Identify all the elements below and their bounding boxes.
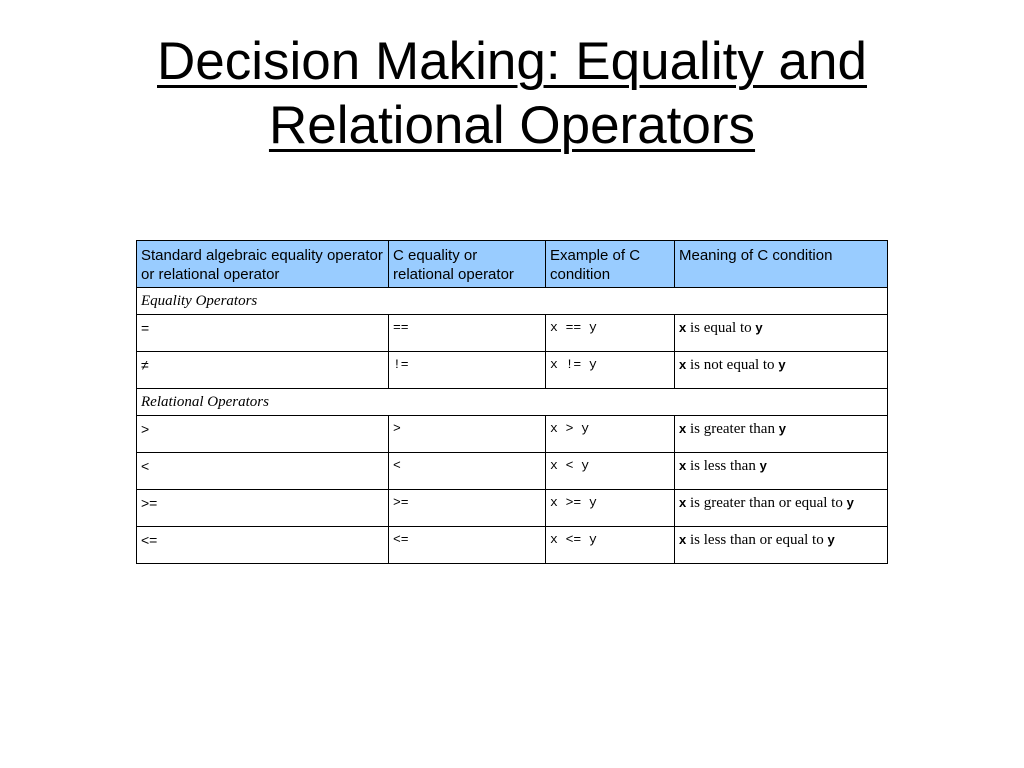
meaning-cell <box>675 527 888 564</box>
c-operator-cell: > <box>389 416 546 453</box>
meaning-text: is greater than <box>686 421 779 437</box>
meaning-var-y: y <box>778 421 786 436</box>
meaning-var-y: y <box>846 495 854 510</box>
algebraic-operator-cell: > <box>137 416 389 453</box>
operators-table <box>136 240 888 564</box>
meaning-var-y: y <box>827 532 835 547</box>
meaning-text: is less than <box>686 458 760 474</box>
title-line-1: Decision Making: Equality and <box>157 32 867 91</box>
meaning-cell <box>675 453 888 490</box>
c-operator-cell: <= <box>389 527 546 564</box>
section-row-relational <box>137 389 888 416</box>
header-c-operator: C equality or relational operator <box>389 241 546 288</box>
table-row <box>137 453 888 490</box>
table-row <box>137 352 888 389</box>
algebraic-operator-cell: = <box>137 315 389 352</box>
table-header-row <box>137 241 888 288</box>
algebraic-operator-cell: ≠ <box>137 352 389 389</box>
example-cell: x > y <box>546 416 675 453</box>
meaning-var-x: x <box>679 320 687 335</box>
meaning-var-y: y <box>755 320 763 335</box>
c-operator-cell: != <box>389 352 546 389</box>
slide-title <box>0 30 1024 158</box>
meaning-text: is not equal to <box>686 357 779 373</box>
meaning-cell <box>675 416 888 453</box>
table-row <box>137 490 888 527</box>
algebraic-operator-cell: <= <box>137 527 389 564</box>
example-cell: x < y <box>546 453 675 490</box>
meaning-var-x: x <box>679 532 687 547</box>
meaning-text: is less than or equal to <box>686 532 828 548</box>
meaning-var-x: x <box>679 458 687 473</box>
algebraic-operator-cell: >= <box>137 490 389 527</box>
c-operator-cell: == <box>389 315 546 352</box>
meaning-var-x: x <box>679 495 687 510</box>
meaning-text: is equal to <box>686 320 756 336</box>
meaning-var-y: y <box>759 458 767 473</box>
example-cell: x >= y <box>546 490 675 527</box>
example-cell: x <= y <box>546 527 675 564</box>
meaning-text: is greater than or equal to <box>686 495 847 511</box>
meaning-var-x: x <box>679 357 687 372</box>
c-operator-cell: < <box>389 453 546 490</box>
header-example: Example of C condition <box>546 241 675 288</box>
title-line-2: Relational Operators <box>268 96 756 155</box>
section-label-equality: Equality Operators <box>137 288 888 315</box>
example-cell: x == y <box>546 315 675 352</box>
meaning-cell <box>675 490 888 527</box>
table-row <box>137 527 888 564</box>
c-operator-cell: >= <box>389 490 546 527</box>
table-row <box>137 416 888 453</box>
meaning-var-x: x <box>679 421 687 436</box>
example-cell: x != y <box>546 352 675 389</box>
table-row <box>137 315 888 352</box>
header-meaning: Meaning of C condition <box>675 241 888 288</box>
meaning-var-y: y <box>778 357 786 372</box>
header-algebraic-operator: Standard algebraic equality operator or relational operator <box>137 241 389 288</box>
algebraic-operator-cell: < <box>137 453 389 490</box>
section-row-equality <box>137 288 888 315</box>
section-label-relational: Relational Operators <box>137 389 888 416</box>
meaning-cell <box>675 315 888 352</box>
meaning-cell <box>675 352 888 389</box>
